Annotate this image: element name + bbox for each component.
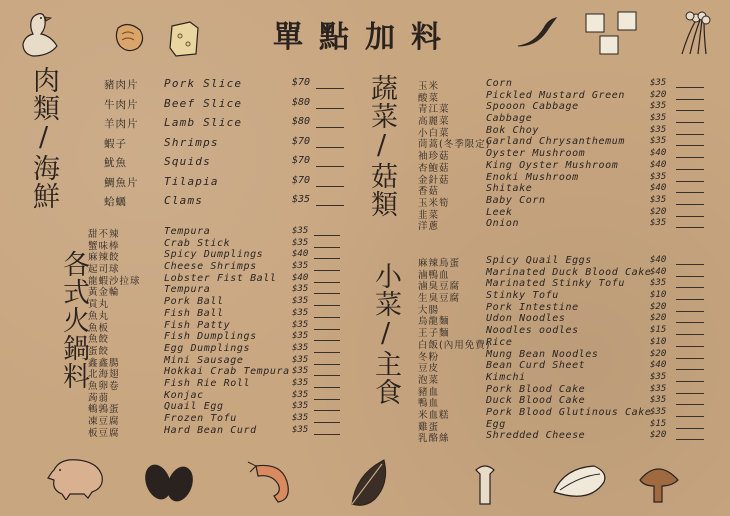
order-quantity-line bbox=[314, 399, 340, 400]
item-name-english: Fish Ball bbox=[164, 307, 224, 319]
item-name-chinese: 白飯(內用免費) bbox=[418, 339, 491, 351]
item-name-chinese: 麻辣餃 bbox=[88, 252, 120, 264]
item-price: $35 bbox=[650, 395, 667, 406]
order-quantity-line bbox=[676, 181, 704, 182]
item-name-chinese: 魚板 bbox=[88, 322, 110, 334]
menu-item-row bbox=[418, 207, 708, 219]
item-name-chinese: 鑫鑫腸 bbox=[88, 357, 120, 369]
order-quantity-line bbox=[676, 110, 704, 111]
menu-item-row bbox=[88, 284, 346, 299]
item-price: $35 bbox=[650, 371, 667, 382]
menu-item-row bbox=[418, 337, 708, 349]
order-quantity-line bbox=[676, 358, 704, 359]
item-name-chinese: 米血糕 bbox=[418, 409, 450, 421]
item-price: $15 bbox=[650, 418, 667, 429]
order-quantity-line bbox=[314, 387, 340, 388]
item-price: $35 bbox=[292, 424, 309, 435]
menu-item-row bbox=[88, 425, 346, 437]
menu-item-row bbox=[418, 125, 708, 137]
item-price: $35 bbox=[292, 354, 309, 365]
menu-item-row bbox=[418, 255, 708, 267]
side-dishes-list bbox=[418, 255, 708, 445]
order-quantity-line bbox=[314, 317, 340, 318]
item-name-chinese: 麻辣鳥蛋 bbox=[418, 258, 461, 269]
order-quantity-line bbox=[314, 340, 340, 341]
leaf-icon bbox=[344, 454, 394, 510]
item-name-english: Konjac bbox=[164, 389, 204, 401]
order-quantity-line bbox=[676, 264, 704, 265]
item-price: $35 bbox=[292, 226, 309, 236]
item-price: $35 bbox=[292, 413, 309, 423]
item-price: $70 bbox=[292, 135, 311, 147]
item-name-english: Lobster Fist Ball bbox=[164, 272, 277, 284]
menu-item-row bbox=[88, 413, 346, 425]
order-quantity-line bbox=[314, 434, 340, 435]
item-price: $35 bbox=[292, 296, 309, 307]
order-quantity-line bbox=[676, 322, 704, 323]
menu-item-row bbox=[104, 116, 344, 136]
order-quantity-line bbox=[676, 87, 704, 88]
menu-item-row bbox=[418, 101, 708, 116]
menu-item-row bbox=[418, 395, 708, 410]
item-name-english: Fish Rie Roll bbox=[164, 377, 251, 389]
item-name-chinese: 鯛魚片 bbox=[104, 176, 139, 189]
menu-item-row bbox=[418, 267, 708, 279]
item-name-chinese: 羊肉片 bbox=[104, 118, 139, 130]
order-quantity-line bbox=[676, 134, 704, 135]
item-price: $15 bbox=[650, 325, 667, 336]
item-name-english: Udon Noodles bbox=[486, 313, 566, 325]
item-price: $40 bbox=[650, 360, 667, 371]
item-price: $35 bbox=[650, 101, 667, 112]
item-name-chinese: 高麗菜 bbox=[418, 116, 450, 128]
menu-item-row bbox=[88, 238, 346, 250]
order-quantity-line bbox=[676, 439, 704, 440]
order-quantity-line bbox=[676, 311, 704, 312]
item-name-chinese: 金針菇 bbox=[418, 174, 450, 186]
item-name-english: Tilapia bbox=[164, 174, 219, 188]
order-quantity-line bbox=[676, 169, 704, 170]
chicken-thigh-icon bbox=[112, 18, 148, 54]
item-name-english: Noodles oodles bbox=[486, 325, 579, 337]
item-name-chinese: 冬粉 bbox=[418, 351, 440, 363]
item-price: $20 bbox=[650, 430, 667, 441]
menu-item-row bbox=[88, 355, 346, 367]
item-name-chinese: 北海翅 bbox=[88, 369, 120, 381]
item-name-chinese: 泡菜 bbox=[418, 374, 440, 386]
item-price: $80 bbox=[292, 96, 311, 108]
order-quantity-line bbox=[314, 247, 340, 248]
item-name-english: Shitake bbox=[486, 183, 533, 195]
item-name-chinese: 王子麵 bbox=[418, 328, 450, 340]
item-price: $35 bbox=[292, 237, 309, 248]
item-price: $40 bbox=[650, 183, 667, 194]
item-name-english: Egg Dumplings bbox=[164, 342, 251, 354]
menu-item-row bbox=[88, 366, 346, 381]
pig-icon bbox=[46, 450, 112, 500]
menu-item-row bbox=[418, 195, 708, 207]
menu-item-row bbox=[88, 296, 346, 311]
order-quantity-line bbox=[676, 216, 704, 217]
menu-item-row bbox=[418, 360, 708, 375]
heading-meat-seafood: 肉類/海鮮 bbox=[28, 66, 59, 210]
item-price: $35 bbox=[292, 284, 309, 295]
item-name-english: Tempura bbox=[164, 226, 211, 237]
item-price: $20 bbox=[650, 313, 667, 324]
tofu-block-icon bbox=[168, 18, 202, 58]
order-quantity-line bbox=[676, 287, 704, 288]
item-name-chinese: 黃金輪 bbox=[88, 287, 120, 299]
item-price: $35 bbox=[650, 194, 667, 205]
item-name-chinese: 豬肉片 bbox=[104, 79, 139, 91]
item-name-chinese: 烏龍麵 bbox=[418, 316, 450, 328]
menu-item-row bbox=[88, 378, 346, 390]
menu-item-row bbox=[104, 155, 344, 175]
item-name-chinese: 魚卵卷 bbox=[88, 380, 120, 392]
item-name-chinese: 蝦子 bbox=[104, 137, 127, 150]
item-name-chinese: 玉米筍 bbox=[418, 197, 450, 209]
menu-item-row bbox=[418, 325, 708, 340]
order-quantity-line bbox=[314, 282, 340, 283]
item-price: $35 bbox=[650, 383, 667, 394]
item-price: $40 bbox=[292, 272, 309, 283]
item-name-english: Kimchi bbox=[486, 371, 526, 383]
menu-item-row bbox=[88, 343, 346, 355]
item-name-english: Hokkai Crab Tempura bbox=[164, 366, 290, 378]
item-name-chinese: 魚丸 bbox=[88, 310, 110, 322]
menu-item-row bbox=[104, 97, 344, 117]
item-name-english: Pork Intestine bbox=[486, 301, 579, 313]
item-name-english: Spicy Dumplings bbox=[164, 249, 264, 261]
item-price: $70 bbox=[292, 155, 311, 166]
heading-side-dishes-staples: 小菜/主食 bbox=[370, 262, 401, 406]
item-name-english: Mini Sausage bbox=[164, 354, 244, 366]
item-name-chinese: 牛肉片 bbox=[104, 98, 139, 111]
item-name-chinese: 雞蛋 bbox=[418, 421, 440, 433]
meat-seafood-list bbox=[104, 77, 344, 214]
order-quantity-line bbox=[676, 276, 704, 277]
item-price: $35 bbox=[292, 319, 309, 330]
item-name-english: Marinated Duck Blood Cake bbox=[486, 266, 652, 278]
item-price: $35 bbox=[650, 78, 667, 88]
item-name-english: Pork Blood Cake bbox=[486, 383, 586, 395]
menu-item-row bbox=[418, 113, 708, 128]
order-quantity-line bbox=[676, 145, 704, 146]
order-quantity-line bbox=[316, 88, 344, 89]
order-quantity-line bbox=[316, 108, 344, 109]
item-name-chinese: 大腸 bbox=[418, 304, 440, 316]
menu-item-row bbox=[88, 249, 346, 264]
order-quantity-line bbox=[676, 99, 704, 100]
menu-item-row bbox=[418, 183, 708, 198]
order-quantity-line bbox=[676, 428, 704, 429]
menu-item-row bbox=[418, 349, 708, 361]
item-name-chinese: 酸菜 bbox=[418, 92, 440, 104]
item-name-chinese: 凍豆腐 bbox=[88, 416, 120, 427]
item-price: $35 bbox=[292, 194, 311, 205]
item-name-english: Bok Choy bbox=[486, 124, 539, 136]
order-quantity-line bbox=[676, 192, 704, 193]
item-name-english: Onion bbox=[486, 218, 520, 230]
hotpot-ingredients-list bbox=[88, 226, 346, 439]
item-name-chinese: 乳酪絲 bbox=[418, 433, 450, 445]
menu-item-row bbox=[418, 419, 708, 431]
order-quantity-line bbox=[676, 381, 704, 382]
menu-item-row bbox=[88, 390, 346, 402]
item-name-english: Rice bbox=[486, 336, 513, 348]
item-price: $20 bbox=[650, 89, 667, 100]
item-name-english: Pickled Mustard Green bbox=[486, 89, 626, 101]
order-quantity-line bbox=[316, 166, 344, 167]
item-price: $35 bbox=[292, 366, 309, 377]
item-name-english: Tempura bbox=[164, 284, 211, 296]
item-price: $20 bbox=[650, 348, 667, 359]
menu-item-row bbox=[104, 194, 344, 214]
enoki-mushroom-icon bbox=[672, 4, 722, 60]
item-name-chinese: 茼蒿(冬季限定) bbox=[418, 139, 491, 151]
heading-vegetables-mushrooms: 蔬菜/菇類 bbox=[366, 74, 397, 218]
menu-item-row bbox=[418, 407, 708, 419]
item-name-chinese: 貢丸 bbox=[88, 299, 110, 311]
order-quantity-line bbox=[676, 369, 704, 370]
item-price: $35 bbox=[650, 218, 667, 229]
order-quantity-line bbox=[314, 258, 340, 259]
item-name-english: Spooon Cabbage bbox=[486, 101, 579, 113]
item-price: $35 bbox=[292, 389, 309, 400]
item-name-english: Enoki Mushroom bbox=[486, 171, 579, 183]
item-name-english: Oyster Mushroom bbox=[486, 148, 586, 160]
item-name-chinese: 玉米 bbox=[418, 81, 440, 92]
order-quantity-line bbox=[676, 122, 704, 123]
item-name-english: Beef Slice bbox=[164, 96, 243, 110]
menu-item-row bbox=[418, 430, 708, 445]
item-name-english: Bean Curd Sheet bbox=[486, 360, 586, 372]
menu-item-row bbox=[88, 273, 346, 285]
item-name-chinese: 蛤蠣 bbox=[104, 196, 127, 208]
item-name-english: Pork Blood Glutinous Cake bbox=[486, 406, 652, 418]
item-name-chinese: 鴨血 bbox=[418, 398, 440, 410]
order-quantity-line bbox=[676, 416, 704, 417]
order-quantity-line bbox=[676, 334, 704, 335]
item-name-chinese: 龍蝦沙拉球 bbox=[88, 275, 141, 287]
item-price: $10 bbox=[650, 290, 667, 301]
menu-item-row bbox=[88, 226, 346, 238]
item-price: $35 bbox=[292, 377, 309, 388]
item-name-english: Fish Dumplings bbox=[164, 331, 257, 343]
item-price: $80 bbox=[292, 116, 311, 127]
item-name-english: Stinky Tofu bbox=[486, 290, 559, 302]
menu-item-row bbox=[88, 401, 346, 416]
order-quantity-line bbox=[314, 235, 340, 236]
item-name-english: Fish Patty bbox=[164, 319, 231, 331]
king-oyster-mushroom-icon bbox=[470, 460, 500, 508]
item-price: $70 bbox=[292, 174, 311, 186]
item-name-english: Garland Chrysanthemum bbox=[486, 136, 626, 148]
item-name-english: Frozen Tofu bbox=[164, 413, 237, 424]
menu-item-row bbox=[104, 77, 344, 97]
menu-item-row bbox=[418, 160, 708, 172]
item-name-chinese: 豬血 bbox=[418, 386, 440, 398]
menu-item-row bbox=[418, 372, 708, 384]
order-quantity-line bbox=[314, 329, 340, 330]
menu-item-row bbox=[418, 90, 708, 102]
item-name-english: Duck Blood Cake bbox=[486, 395, 586, 407]
order-quantity-line bbox=[314, 352, 340, 353]
item-name-chinese: 豆皮 bbox=[418, 363, 440, 375]
item-name-english: Squids bbox=[164, 155, 211, 168]
item-price: $35 bbox=[292, 307, 309, 318]
item-name-english: Cheese Shrimps bbox=[164, 261, 257, 273]
item-name-english: Cabbage bbox=[486, 113, 533, 125]
item-price: $35 bbox=[650, 406, 667, 417]
shrimp-icon bbox=[246, 458, 296, 506]
order-quantity-line bbox=[316, 186, 344, 187]
item-price: $40 bbox=[650, 255, 667, 265]
item-price: $35 bbox=[292, 342, 309, 353]
item-name-chinese: 起司球 bbox=[88, 264, 120, 276]
menu-item-row bbox=[418, 78, 708, 90]
item-price: $35 bbox=[292, 261, 309, 272]
item-name-chinese: 袖珍菇 bbox=[418, 151, 450, 163]
item-price: $35 bbox=[650, 171, 667, 182]
item-name-chinese: 韭菜 bbox=[418, 209, 440, 221]
item-name-chinese: 鵪鶉蛋 bbox=[88, 404, 120, 416]
item-name-english: Leek bbox=[486, 206, 513, 218]
menu-item-row bbox=[88, 320, 346, 332]
item-name-english: Shredded Cheese bbox=[486, 430, 586, 442]
item-name-english: Baby Corn bbox=[486, 194, 546, 206]
item-price: $20 bbox=[650, 206, 667, 217]
menu-item-row bbox=[418, 148, 708, 163]
order-quantity-line bbox=[316, 127, 344, 128]
item-name-chinese: 魚餃 bbox=[88, 334, 110, 346]
item-price: $35 bbox=[650, 136, 667, 147]
item-name-english: King Oyster Mushroom bbox=[486, 159, 619, 171]
item-name-english: Spicy Quail Eggs bbox=[486, 255, 592, 266]
menu-item-row bbox=[88, 261, 346, 276]
item-name-english: Pork Slice bbox=[164, 77, 243, 90]
menu-item-row bbox=[104, 136, 344, 156]
order-quantity-line bbox=[314, 422, 340, 423]
order-quantity-line bbox=[676, 404, 704, 405]
item-price: $35 bbox=[292, 401, 309, 412]
item-name-english: Crab Stick bbox=[164, 237, 231, 249]
item-name-english: Mung Bean Noodles bbox=[486, 348, 599, 360]
order-quantity-line bbox=[314, 410, 340, 411]
item-name-english: Shrimps bbox=[164, 135, 219, 149]
heading-hotpot-ingredients: 各式火鍋料 bbox=[58, 250, 89, 390]
item-price: $20 bbox=[650, 301, 667, 312]
napa-cabbage-icon bbox=[550, 462, 610, 506]
menu-title: 單點加料 bbox=[273, 20, 457, 55]
tofu-cubes-icon bbox=[580, 8, 650, 60]
menu-item-row bbox=[88, 308, 346, 320]
item-price: $35 bbox=[292, 331, 309, 342]
order-quantity-line bbox=[314, 293, 340, 294]
item-name-english: Egg bbox=[486, 418, 506, 430]
item-name-chinese: 甜不辣 bbox=[88, 229, 120, 240]
order-quantity-line bbox=[314, 305, 340, 306]
item-price: $40 bbox=[292, 249, 309, 260]
order-quantity-line bbox=[314, 270, 340, 271]
menu-item-row bbox=[88, 331, 346, 346]
item-name-chinese: 香菇 bbox=[418, 186, 440, 198]
menu-item-row bbox=[418, 218, 708, 233]
menu-item-row bbox=[418, 172, 708, 184]
item-name-chinese: 蛋餃 bbox=[88, 345, 110, 357]
order-quantity-line bbox=[676, 204, 704, 205]
item-price: $35 bbox=[650, 278, 667, 289]
menu-item-row bbox=[418, 278, 708, 293]
order-quantity-line bbox=[316, 147, 344, 148]
mussels-icon bbox=[140, 460, 200, 504]
item-name-chinese: 蒟蒻 bbox=[88, 392, 110, 404]
item-name-chinese: 板豆腐 bbox=[88, 427, 120, 439]
order-quantity-line bbox=[314, 375, 340, 376]
vegetables-mushrooms-list bbox=[418, 78, 708, 233]
item-name-english: Hard Bean Curd bbox=[164, 424, 257, 436]
item-name-english: Pork Ball bbox=[164, 296, 224, 308]
item-name-english: Lamb Slice bbox=[164, 116, 243, 129]
item-price: $70 bbox=[292, 77, 311, 88]
item-name-chinese: 生臭豆腐 bbox=[418, 293, 461, 305]
goose-icon bbox=[20, 10, 64, 62]
item-price: $10 bbox=[650, 336, 667, 347]
menu-item-row bbox=[418, 290, 708, 305]
item-name-chinese: 青江菜 bbox=[418, 104, 450, 116]
order-quantity-line bbox=[314, 364, 340, 365]
shiitake-mushroom-icon bbox=[636, 460, 682, 506]
order-quantity-line bbox=[676, 299, 704, 300]
order-quantity-line bbox=[676, 157, 704, 158]
item-name-english: Quail Egg bbox=[164, 401, 224, 413]
menu-item-row bbox=[418, 384, 708, 396]
item-price: $35 bbox=[650, 124, 667, 135]
item-name-chinese: 小白菜 bbox=[418, 127, 450, 139]
item-name-chinese: 蟹味棒 bbox=[88, 240, 120, 252]
menu-item-row bbox=[104, 175, 344, 195]
order-quantity-line bbox=[676, 227, 704, 228]
chili-pepper-icon bbox=[512, 12, 562, 52]
item-name-chinese: 杏鮑菇 bbox=[418, 162, 450, 174]
menu-item-row bbox=[418, 313, 708, 328]
order-quantity-line bbox=[676, 393, 704, 394]
order-quantity-line bbox=[676, 346, 704, 347]
item-price: $40 bbox=[650, 159, 667, 170]
item-name-english: Corn bbox=[486, 78, 513, 89]
item-name-chinese: 魷魚 bbox=[104, 157, 127, 169]
item-price: $40 bbox=[650, 148, 667, 159]
order-quantity-line bbox=[316, 205, 344, 206]
menu-item-row bbox=[418, 302, 708, 314]
item-name-english: Marinated Stinky Tofu bbox=[486, 278, 626, 290]
menu-item-row bbox=[418, 136, 708, 151]
item-price: $35 bbox=[650, 113, 667, 124]
item-name-chinese: 滷鴨血 bbox=[418, 269, 450, 281]
item-name-chinese: 洋蔥 bbox=[418, 221, 440, 233]
item-name-english: Clams bbox=[164, 194, 204, 207]
item-price: $40 bbox=[650, 266, 667, 277]
item-name-chinese: 滷臭豆腐 bbox=[418, 281, 461, 293]
